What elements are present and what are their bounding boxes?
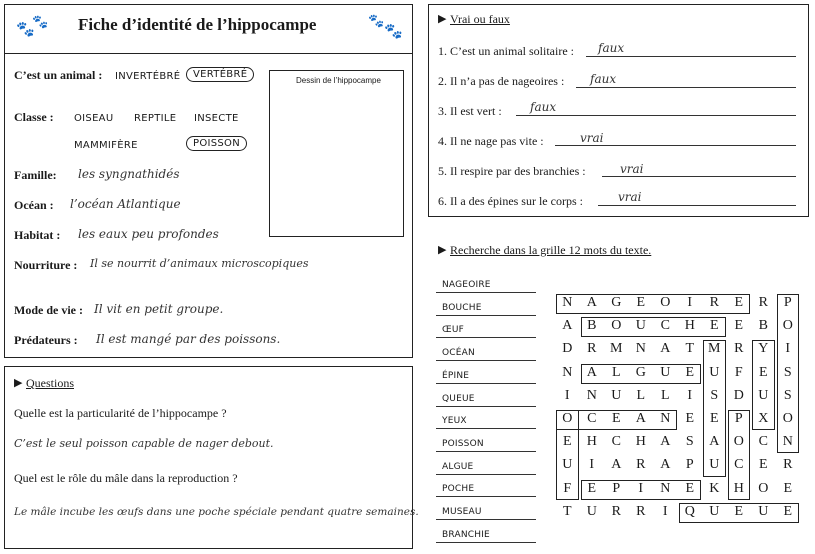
- word-list-item: OCÉAN: [442, 348, 475, 359]
- option-vertebre-circled: VERTÉBRÉ: [186, 67, 254, 82]
- grid-letter: R: [636, 503, 646, 519]
- grid-letter: E: [734, 503, 744, 519]
- grid-letter: N: [562, 295, 573, 310]
- paw-icon: 🐾: [32, 14, 49, 29]
- grid-letter: R: [783, 457, 793, 473]
- class-option-circled: POISSON: [186, 136, 247, 151]
- grid-letter: E: [685, 411, 695, 426]
- grid-letter: N: [562, 364, 573, 380]
- drawing-area: [269, 70, 404, 237]
- life-label: Mode de vie :: [14, 303, 83, 317]
- ocean-label: Océan :: [14, 198, 54, 212]
- grid-letter: H: [635, 434, 646, 450]
- answer-line: [516, 115, 796, 116]
- grid-letter: U: [709, 364, 720, 380]
- answer-1: C’est le seul poisson capable de nager debout.: [14, 437, 274, 450]
- grid-letter: F: [734, 364, 743, 380]
- grid-letter: O: [611, 318, 622, 334]
- grid-letter: M: [610, 341, 623, 357]
- answer-line: [555, 145, 796, 146]
- word-list-item: YEUX: [442, 416, 467, 427]
- grid-letter: H: [586, 434, 597, 450]
- found-word-box: [581, 364, 702, 384]
- paw-icon: 🐾: [16, 22, 35, 38]
- tf-question: 4. Il ne nage pas vite :: [438, 134, 544, 148]
- habitat-value: les eaux peu profondes: [78, 227, 219, 241]
- found-word-box: [581, 480, 702, 500]
- grid-letter: O: [782, 318, 793, 334]
- tf-answer: faux: [590, 72, 617, 86]
- grid-letter: E: [709, 411, 719, 426]
- found-word-box: [556, 294, 750, 314]
- grid-letter: I: [687, 295, 693, 310]
- grid-letter: E: [709, 318, 719, 334]
- grid-letter: I: [785, 341, 791, 357]
- grid-letter: E: [734, 295, 744, 310]
- word-list-item: POISSON: [442, 438, 484, 449]
- drawing-label: Dessin de l’hippocampe: [296, 76, 381, 85]
- grid-letter: R: [587, 341, 597, 357]
- grid-letter: E: [562, 434, 572, 450]
- arrow-icon: ▶: [14, 377, 23, 389]
- grid-letter: H: [684, 318, 695, 334]
- truefalse-title: Vrai ou faux: [450, 12, 510, 26]
- option-invertebre: INVERTÉBRÉ: [115, 71, 181, 82]
- word-line: [436, 315, 536, 316]
- class-option: REPTILE: [134, 113, 177, 124]
- grid-letter: N: [660, 411, 671, 426]
- found-word-box: [728, 410, 751, 500]
- grid-letter: R: [734, 341, 744, 357]
- found-word-box: [703, 340, 726, 476]
- found-word-box: [777, 294, 800, 453]
- word-list-item: BOUCHE: [442, 302, 482, 313]
- grid-letter: D: [733, 387, 744, 403]
- tf-question: 2. Il n’a pas de nageoires :: [438, 74, 565, 88]
- grid-letter: B: [587, 318, 597, 334]
- grid-letter: R: [611, 503, 621, 519]
- grid-letter: C: [611, 434, 621, 450]
- grid-letter: E: [636, 295, 646, 310]
- tf-question: 3. Il est vert :: [438, 104, 502, 118]
- tf-answer: vrai: [618, 190, 642, 204]
- grid-letter: P: [783, 295, 792, 310]
- grid-letter: A: [586, 364, 597, 380]
- grid-letter: E: [758, 457, 768, 473]
- word-line: [436, 428, 536, 429]
- grid-letter: L: [660, 387, 670, 403]
- answer-line: [586, 56, 796, 57]
- predators-label: Prédateurs :: [14, 333, 78, 347]
- word-line: [436, 474, 536, 475]
- found-word-box: [581, 317, 726, 337]
- word-line: [436, 406, 536, 407]
- family-value: les syngnathidés: [78, 167, 180, 181]
- grid-letter: U: [758, 387, 769, 403]
- grid-letter: E: [685, 480, 695, 496]
- word-list-item: MUSEAU: [442, 507, 482, 517]
- grid-letter: E: [758, 364, 768, 380]
- tf-question: 5. Il respire par des branchies :: [438, 164, 586, 178]
- tf-answer: faux: [598, 41, 625, 55]
- grid-letter: A: [709, 434, 720, 450]
- arrow-icon: ▶: [438, 244, 447, 256]
- grid-letter: F: [563, 480, 572, 496]
- grid-letter: C: [734, 457, 744, 473]
- word-list-item: BRANCHIE: [442, 529, 490, 540]
- grid-letter: U: [758, 503, 769, 519]
- family-label: Famille:: [14, 168, 57, 182]
- grid-letter: O: [782, 411, 793, 426]
- grid-letter: N: [586, 387, 597, 403]
- grid-letter: N: [782, 434, 793, 450]
- grid-letter: T: [562, 503, 572, 519]
- grid-letter: S: [685, 434, 694, 450]
- grid-letter: D: [562, 341, 573, 357]
- grid-letter: U: [660, 364, 671, 380]
- word-list-item: ÉPINE: [442, 370, 470, 381]
- ocean-value: l’océan Atlantique: [70, 197, 181, 211]
- grid-letter: G: [611, 295, 622, 310]
- title-divider: [5, 53, 412, 54]
- class-option: INSECTE: [194, 113, 239, 124]
- grid-letter: P: [734, 411, 743, 426]
- grid-letter: P: [685, 457, 694, 473]
- grid-letter: L: [636, 387, 646, 403]
- grid-letter: E: [587, 480, 597, 496]
- grid-letter: A: [660, 341, 671, 357]
- answer-line: [602, 176, 796, 177]
- grid-letter: I: [687, 387, 693, 403]
- habitat-label: Habitat :: [14, 228, 61, 242]
- grid-letter: I: [662, 503, 668, 519]
- word-line: [436, 383, 536, 384]
- grid-letter: A: [660, 434, 671, 450]
- grid-letter: U: [611, 387, 622, 403]
- found-word-box: [679, 503, 800, 523]
- tf-question: 6. Il a des épines sur le corps :: [438, 194, 583, 208]
- grid-letter: S: [783, 387, 792, 403]
- class-label: Classe :: [14, 110, 54, 124]
- card-title: Fiche d’identité de l’hippocampe: [78, 15, 317, 34]
- tf-answer: faux: [530, 100, 557, 114]
- grid-letter: X: [758, 411, 769, 426]
- grid-letter: A: [660, 457, 671, 473]
- grid-letter: T: [685, 341, 695, 357]
- grid-letter: M: [708, 341, 721, 357]
- grid-letter: S: [783, 364, 792, 380]
- grid-letter: I: [638, 480, 644, 496]
- grid-letter: I: [564, 387, 570, 403]
- grid-letter: N: [660, 480, 671, 496]
- word-list-item: ALGUE: [442, 461, 474, 472]
- word-list-item: NAGEOIRE: [442, 280, 491, 290]
- word-line: [436, 451, 536, 452]
- grid-letter: U: [562, 457, 573, 473]
- word-list-item: QUEUE: [442, 393, 475, 404]
- animal-label: C’est un animal :: [14, 68, 103, 82]
- grid-letter: L: [611, 364, 621, 380]
- grid-letter: N: [635, 341, 646, 357]
- grid-letter: C: [587, 411, 597, 426]
- grid-letter: U: [709, 457, 720, 473]
- grid-letter: O: [758, 480, 769, 496]
- grid-letter: R: [636, 457, 646, 473]
- grid-letter: C: [758, 434, 768, 450]
- answer-line: [576, 87, 796, 88]
- grid-letter: A: [586, 295, 597, 310]
- tf-answer: vrai: [620, 162, 644, 176]
- word-line: [436, 337, 536, 338]
- life-value: Il vit en petit groupe.: [94, 302, 224, 316]
- grid-letter: R: [709, 295, 719, 310]
- word-line: [436, 542, 536, 543]
- word-list-item: POCHE: [442, 484, 475, 495]
- grid-letter: R: [758, 295, 768, 310]
- found-word-box: [752, 340, 775, 430]
- word-line: [436, 292, 536, 293]
- answer-2: Le mâle incube les œufs dans une poche spéciale pendant quatre semaines.: [14, 506, 419, 518]
- grid-letter: A: [611, 457, 622, 473]
- word-list-item: ŒUF: [442, 325, 464, 336]
- class-option: MAMMIFÈRE: [74, 140, 138, 151]
- grid-letter: U: [709, 503, 720, 519]
- grid-letter: H: [733, 480, 744, 496]
- grid-letter: O: [562, 411, 573, 426]
- grid-letter: Q: [684, 503, 695, 519]
- grid-letter: U: [586, 503, 597, 519]
- grid-letter: P: [612, 480, 621, 496]
- question-1: Quelle est la particularité de l’hippocampe ?: [14, 406, 227, 420]
- grid-letter: U: [635, 318, 646, 334]
- paw-icon: 🐾: [384, 24, 403, 40]
- grid-letter: S: [710, 387, 719, 403]
- questions-title: Questions: [26, 376, 74, 390]
- grid-letter: C: [660, 318, 670, 334]
- grid-letter: A: [562, 318, 573, 334]
- predators-value: Il est mangé par des poissons.: [96, 332, 281, 346]
- paw-icon: 🐾: [368, 13, 385, 28]
- letter-grid: [555, 292, 800, 526]
- word-line: [436, 519, 536, 520]
- grid-letter: E: [783, 503, 793, 519]
- grid-letter: E: [783, 480, 793, 496]
- grid-letter: Y: [758, 341, 769, 357]
- grid-letter: O: [660, 295, 671, 310]
- food-label: Nourriture :: [14, 258, 78, 272]
- answer-line: [598, 205, 796, 206]
- grid-letter: I: [589, 457, 595, 473]
- grid-letter: E: [685, 364, 695, 380]
- questions-box: [4, 366, 413, 549]
- wordsearch-title: Recherche dans la grille 12 mots du texte.: [450, 243, 652, 257]
- class-option: OISEAU: [74, 113, 114, 124]
- grid-letter: G: [635, 364, 646, 380]
- question-2: Quel est le rôle du mâle dans la reproduction ?: [14, 471, 238, 485]
- grid-letter: O: [733, 434, 744, 450]
- grid-letter: A: [635, 411, 646, 426]
- grid-letter: K: [709, 480, 720, 496]
- found-word-box: [556, 410, 579, 500]
- grid-letter: E: [611, 411, 621, 426]
- tf-answer: vrai: [580, 131, 604, 145]
- word-line: [436, 360, 536, 361]
- food-value: Il se nourrit d’animaux microscopiques: [90, 257, 309, 270]
- tf-question: 1. C’est un animal solitaire :: [438, 44, 574, 58]
- word-line: [436, 496, 536, 497]
- grid-letter: B: [758, 318, 768, 334]
- grid-letter: E: [734, 318, 744, 334]
- arrow-icon: ▶: [438, 13, 447, 25]
